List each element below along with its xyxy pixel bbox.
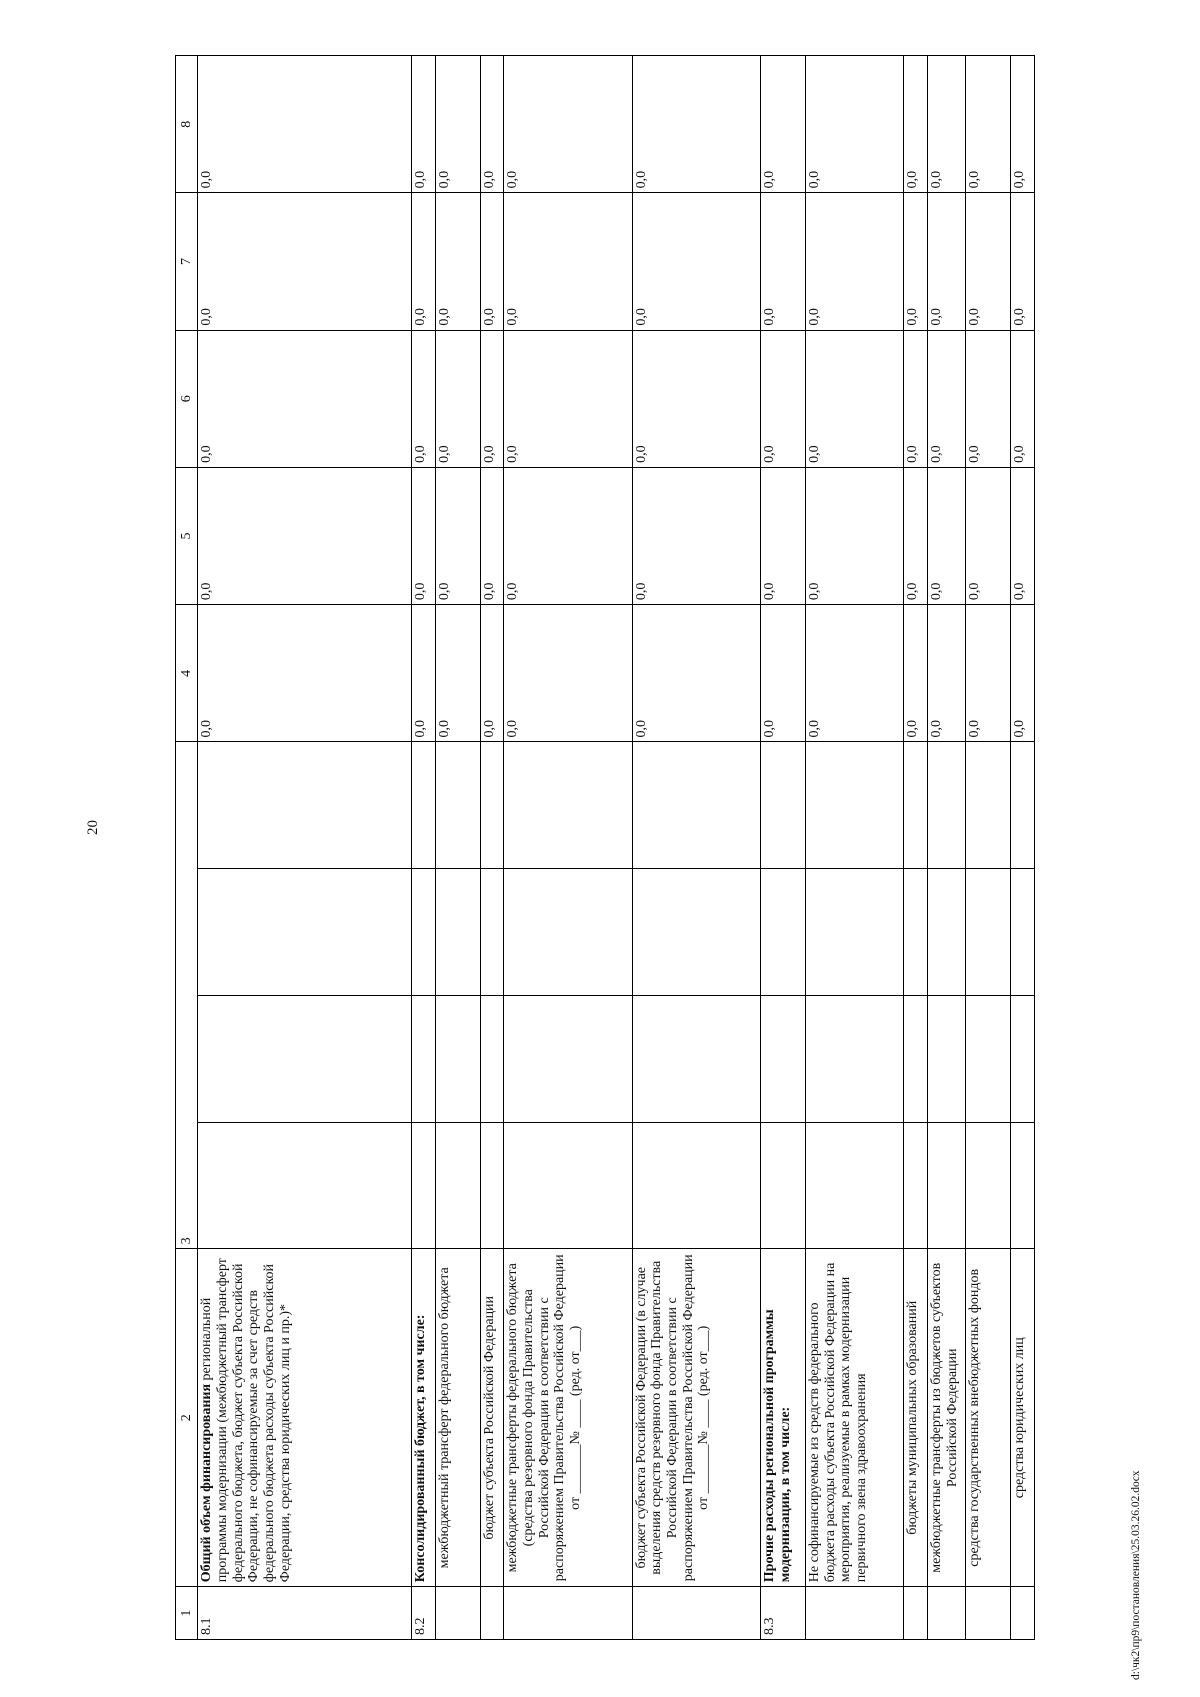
- row-label-text: бюджеты муниципальных образований: [905, 1300, 921, 1535]
- table-row: [1011, 56, 1035, 1640]
- value-cell-col4: 0,0: [761, 605, 806, 742]
- value-cell-col6: 0,0: [480, 330, 504, 467]
- empty-cell-col3: [504, 742, 632, 869]
- empty-cell-col3: [806, 742, 904, 869]
- empty-cell-col3: [927, 869, 966, 996]
- value-cell-col5: 0,0: [1011, 467, 1035, 604]
- value-cell-col4: 0,0: [504, 605, 632, 742]
- value-cell-col5: 0,0: [435, 467, 480, 604]
- table-row: [480, 56, 504, 1640]
- table-row: [435, 56, 480, 1640]
- value-cell-col7: 0,0: [480, 193, 504, 330]
- empty-cell-col3: [435, 869, 480, 996]
- row-number: [806, 1587, 904, 1640]
- empty-cell-col3: [412, 742, 436, 869]
- empty-cell-col3: [1011, 742, 1035, 869]
- value-cell-col6: 0,0: [927, 330, 966, 467]
- empty-cell-col3: [761, 995, 806, 1122]
- value-cell-col8: 0,0: [198, 56, 412, 193]
- row-label: [927, 1249, 966, 1587]
- row-number: 8.3: [761, 1587, 806, 1640]
- table-row: [504, 56, 632, 1640]
- empty-cell-col3: [632, 995, 760, 1122]
- row-label-text: бюджет субъекта Российской Федерации (в случае выделения средств резервного фонда Правительства Российской Федерации в соответствии с распоряжением Правительства Российской Федерации от _______№ ____ (ред. от___): [633, 1254, 712, 1582]
- row-label-text: межбюджетный трансферт федерального бюджета: [436, 1267, 452, 1569]
- value-cell-col7: 0,0: [904, 193, 928, 330]
- row-number: 8.1: [198, 1587, 412, 1640]
- row-label-text: межбюджетные трансферты из бюджетов субъектов Российской Федерации: [928, 1262, 960, 1573]
- value-cell-col8: 0,0: [966, 56, 1011, 193]
- table-row: [806, 56, 904, 1640]
- row-number: [1011, 1587, 1035, 1640]
- header-cell-7: 7: [176, 193, 198, 330]
- row-label-bold: Прочие расходы региональной программы модернизации, в том числе:: [762, 1309, 793, 1583]
- empty-cell-col3: [504, 995, 632, 1122]
- header-cell-6: 6: [176, 330, 198, 467]
- empty-cell-col3: [504, 1122, 632, 1249]
- empty-cell-col3: [412, 1122, 436, 1249]
- row-label: [632, 1249, 760, 1587]
- empty-cell-col3: [927, 995, 966, 1122]
- empty-cell-col3: [806, 995, 904, 1122]
- empty-cell-col3: [632, 1122, 760, 1249]
- value-cell-col4: 0,0: [927, 605, 966, 742]
- table-row: [632, 56, 760, 1640]
- row-number: [966, 1587, 1011, 1640]
- table-row: [761, 56, 806, 1640]
- empty-cell-col3: [198, 869, 412, 996]
- value-cell-col7: 0,0: [435, 193, 480, 330]
- empty-cell-col3: [480, 995, 504, 1122]
- value-cell-col8: 0,0: [632, 56, 760, 193]
- empty-cell-col3: [904, 1122, 928, 1249]
- empty-cell-col3: [1011, 869, 1035, 996]
- value-cell-col6: 0,0: [198, 330, 412, 467]
- row-number: [904, 1587, 928, 1640]
- row-label-text: межбюджетные трансферты федерального бюджета (средства резервного фонда Правительства Российской Федерации в соответствии с распоряжением Правительства Российской Федерации от _______№ ____ (ред. от___): [505, 1254, 584, 1582]
- row-label: [412, 1249, 436, 1587]
- value-cell-col6: 0,0: [632, 330, 760, 467]
- row-label-text: региональной программы модернизации (межбюджетный трансферт федерального бюджета, бюджет субъекта Российской Федерации, не софинансируемые за счет средств федерального бюджета расходы субъекта Российской Федерации, средства юридических лиц и пр.)*: [199, 1258, 293, 1583]
- header-cell-3: 3: [176, 742, 198, 1249]
- empty-cell-col3: [904, 869, 928, 996]
- value-cell-col6: 0,0: [806, 330, 904, 467]
- value-cell-col6: 0,0: [412, 330, 436, 467]
- empty-cell-col3: [412, 995, 436, 1122]
- value-cell-col8: 0,0: [504, 56, 632, 193]
- value-cell-col6: 0,0: [904, 330, 928, 467]
- value-cell-col5: 0,0: [966, 467, 1011, 604]
- empty-cell-col3: [966, 869, 1011, 996]
- row-label-bold: Консолидированный бюджет, в том числе:: [413, 1314, 429, 1583]
- table-row: [966, 56, 1011, 1640]
- value-cell-col4: 0,0: [904, 605, 928, 742]
- table-row: [904, 56, 928, 1640]
- header-cell-8: 8: [176, 56, 198, 193]
- value-cell-col4: 0,0: [632, 605, 760, 742]
- value-cell-col7: 0,0: [632, 193, 760, 330]
- value-cell-col4: 0,0: [966, 605, 1011, 742]
- value-cell-col7: 0,0: [1011, 193, 1035, 330]
- row-label-text: средства государственных внебюджетных фондов: [967, 1268, 983, 1567]
- empty-cell-col3: [806, 1122, 904, 1249]
- row-label: [435, 1249, 480, 1587]
- empty-cell-col3: [480, 1122, 504, 1249]
- value-cell-col5: 0,0: [632, 467, 760, 604]
- row-label: [504, 1249, 632, 1587]
- header-cell-4: 4: [176, 605, 198, 742]
- empty-cell-col3: [198, 995, 412, 1122]
- value-cell-col7: 0,0: [806, 193, 904, 330]
- empty-cell-col3: [504, 869, 632, 996]
- row-number: 8.2: [412, 1587, 436, 1640]
- value-cell-col5: 0,0: [761, 467, 806, 604]
- row-label-text: Не софинансируемые из средств федерального бюджета расходы субъекта Российской Федерации на мероприятия, реализуемые в рамках модернизации первичного звена здравоохранения: [807, 1262, 870, 1583]
- row-label-text: бюджет субъекта Российской Федерации: [481, 1295, 497, 1540]
- value-cell-col8: 0,0: [904, 56, 928, 193]
- financing-table: [175, 55, 1035, 1640]
- empty-cell-col3: [761, 1122, 806, 1249]
- row-number: [927, 1587, 966, 1640]
- value-cell-col5: 0,0: [480, 467, 504, 604]
- value-cell-col5: 0,0: [504, 467, 632, 604]
- rotated-table-container: [175, 55, 1035, 1640]
- header-row: [176, 56, 198, 1640]
- value-cell-col8: 0,0: [806, 56, 904, 193]
- value-cell-col7: 0,0: [927, 193, 966, 330]
- row-number: [435, 1587, 480, 1640]
- value-cell-col6: 0,0: [1011, 330, 1035, 467]
- value-cell-col4: 0,0: [412, 605, 436, 742]
- empty-cell-col3: [966, 1122, 1011, 1249]
- table-row: [198, 56, 412, 1640]
- value-cell-col6: 0,0: [504, 330, 632, 467]
- header-cell-2: 2: [176, 1249, 198, 1587]
- empty-cell-col3: [904, 995, 928, 1122]
- value-cell-col8: 0,0: [435, 56, 480, 193]
- value-cell-col8: 0,0: [927, 56, 966, 193]
- value-cell-col5: 0,0: [412, 467, 436, 604]
- empty-cell-col3: [480, 869, 504, 996]
- header-cell-5: 5: [176, 467, 198, 604]
- empty-cell-col3: [632, 742, 760, 869]
- value-cell-col4: 0,0: [806, 605, 904, 742]
- footer-file-path: d:\чк2\пр9\постановления\25.03.26.02.docx: [1130, 1470, 1142, 1680]
- value-cell-col4: 0,0: [480, 605, 504, 742]
- empty-cell-col3: [412, 869, 436, 996]
- page-number: 20: [85, 820, 101, 835]
- row-label: [966, 1249, 1011, 1587]
- empty-cell-col3: [435, 1122, 480, 1249]
- value-cell-col7: 0,0: [966, 193, 1011, 330]
- empty-cell-col3: [927, 1122, 966, 1249]
- empty-cell-col3: [198, 1122, 412, 1249]
- row-label: [480, 1249, 504, 1587]
- empty-cell-col3: [966, 742, 1011, 869]
- value-cell-col6: 0,0: [761, 330, 806, 467]
- table-row: [927, 56, 966, 1640]
- row-label: [761, 1249, 806, 1587]
- row-label: [198, 1249, 412, 1587]
- value-cell-col8: 0,0: [1011, 56, 1035, 193]
- value-cell-col7: 0,0: [412, 193, 436, 330]
- row-number: [480, 1587, 504, 1640]
- row-label: [1011, 1249, 1035, 1587]
- value-cell-col4: 0,0: [435, 605, 480, 742]
- empty-cell-col3: [1011, 995, 1035, 1122]
- value-cell-col8: 0,0: [412, 56, 436, 193]
- value-cell-col5: 0,0: [927, 467, 966, 604]
- value-cell-col6: 0,0: [435, 330, 480, 467]
- empty-cell-col3: [480, 742, 504, 869]
- empty-cell-col3: [632, 869, 760, 996]
- row-number: [632, 1587, 760, 1640]
- row-label: [904, 1249, 928, 1587]
- value-cell-col7: 0,0: [198, 193, 412, 330]
- value-cell-col4: 0,0: [1011, 605, 1035, 742]
- header-cell-1: 1: [176, 1587, 198, 1640]
- value-cell-col7: 0,0: [761, 193, 806, 330]
- value-cell-col6: 0,0: [966, 330, 1011, 467]
- value-cell-col8: 0,0: [480, 56, 504, 193]
- empty-cell-col3: [1011, 1122, 1035, 1249]
- value-cell-col8: 0,0: [761, 56, 806, 193]
- empty-cell-col3: [435, 742, 480, 869]
- row-number: [504, 1587, 632, 1640]
- value-cell-col7: 0,0: [504, 193, 632, 330]
- value-cell-col4: 0,0: [198, 605, 412, 742]
- empty-cell-col3: [761, 742, 806, 869]
- value-cell-col5: 0,0: [198, 467, 412, 604]
- value-cell-col5: 0,0: [904, 467, 928, 604]
- table-row: [412, 56, 436, 1640]
- empty-cell-col3: [435, 995, 480, 1122]
- empty-cell-col3: [198, 742, 412, 869]
- row-label-bold: Общий объем финансирования: [199, 1383, 215, 1583]
- empty-cell-col3: [966, 995, 1011, 1122]
- empty-cell-col3: [761, 869, 806, 996]
- empty-cell-col3: [904, 742, 928, 869]
- row-label-text: средства юридических лиц: [1012, 1337, 1028, 1499]
- empty-cell-col3: [927, 742, 966, 869]
- value-cell-col5: 0,0: [806, 467, 904, 604]
- row-label: [806, 1249, 904, 1587]
- empty-cell-col3: [806, 869, 904, 996]
